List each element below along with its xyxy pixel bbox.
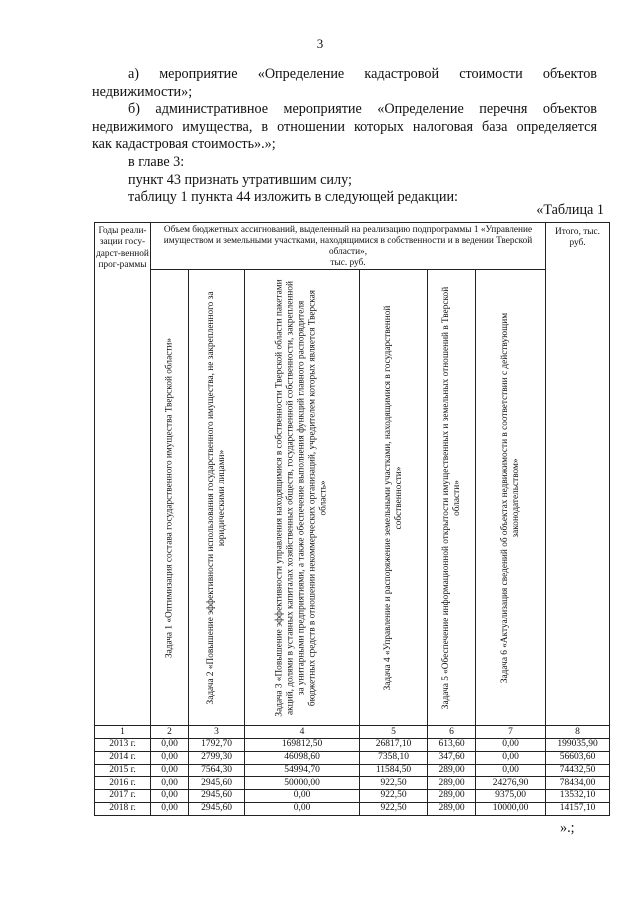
task-header [428, 270, 476, 726]
table-cell: 0,00 [151, 802, 189, 815]
table-cell: 0,00 [476, 764, 546, 777]
paragraph: б) административное мероприятие «Определение перечня объектов [128, 101, 597, 118]
table-cell: 2018 г. [95, 802, 151, 815]
table-cell: 7564,30 [189, 764, 245, 777]
task-header [151, 270, 189, 726]
table-cell: 1792,70 [189, 739, 245, 752]
table-cell: 24276,90 [476, 777, 546, 790]
table-cell: 2015 г. [95, 764, 151, 777]
column-number: 6 [428, 726, 476, 739]
table-cell: 46098,60 [245, 751, 360, 764]
column-number-row [95, 726, 610, 739]
table-cell: 13532,10 [546, 790, 610, 803]
paragraph: недвижимости»; [92, 83, 193, 100]
table-cell: 74432,50 [546, 764, 610, 777]
task-header [245, 270, 360, 726]
column-number: 2 [151, 726, 189, 739]
table-cell: 289,00 [428, 790, 476, 803]
table-cell: 289,00 [428, 777, 476, 790]
table-cell: 0,00 [476, 739, 546, 752]
column-number: 8 [546, 726, 610, 739]
table-cell: 2017 г. [95, 790, 151, 803]
header-years: Годы реали-зации госу-дарст-венной прог-раммы [95, 223, 151, 726]
task-header [476, 270, 546, 726]
table-cell: 169812,50 [245, 739, 360, 752]
task-header-text: Задача 2 «Повышение эффективности использования государственного имущества, не закрепленного за юридическими лицами» [205, 291, 227, 704]
paragraph: таблицу 1 пункта 44 изложить в следующей редакции: [128, 189, 458, 206]
task-header-text: Задача 3 «Повышение эффективности управления находящимися в собственности Тверской области пакетами акций, долями в уставных капиталах хозяйственных обществ, государственной собственности, закрепленной за унитарными предприятиями, а также обеспечение выполнения функций главного распорядителя бюджетных средств в отношении некоммерческих организаций, учредителем которых является Тверская область» [274, 278, 329, 717]
column-number: 1 [95, 726, 151, 739]
paragraph: а) мероприятие «Определение кадастровой стоимости объектов [128, 66, 597, 82]
column-number: 7 [476, 726, 546, 739]
table-cell: 613,60 [428, 739, 476, 752]
paragraph: в главе 3: [128, 153, 185, 170]
body-text [92, 66, 597, 207]
table-caption: «Таблица 1 [536, 202, 604, 218]
table-cell: 0,00 [476, 751, 546, 764]
table-cell: 2945,60 [189, 802, 245, 815]
column-number: 4 [245, 726, 360, 739]
table-cell: 2945,60 [189, 790, 245, 803]
table-cell: 78434,00 [546, 777, 610, 790]
column-number: 5 [360, 726, 428, 739]
table-cell: 0,00 [151, 751, 189, 764]
table-cell: 0,00 [151, 739, 189, 752]
header-total: Итого, тыс. руб. [546, 223, 610, 726]
table-cell: 922,50 [360, 802, 428, 815]
table-row [95, 802, 610, 815]
table-cell: 289,00 [428, 802, 476, 815]
column-number: 3 [189, 726, 245, 739]
task-header-text: Задача 5 «Обеспечение информационной открытости имущественных и земельных отношений в Тверской области» [440, 286, 462, 709]
table-cell: 199035,90 [546, 739, 610, 752]
header-unit: тыс. руб. [330, 258, 366, 268]
table-cell: 0,00 [245, 802, 360, 815]
task-header [189, 270, 245, 726]
header-objective [151, 223, 546, 270]
table-cell: 347,60 [428, 751, 476, 764]
table-cell: 14157,10 [546, 802, 610, 815]
task-header-text: Задача 4 «Управление и распоряжение земельными участками, находящимися в государственной собственности» [382, 305, 404, 690]
table-cell: 289,00 [428, 764, 476, 777]
page-number: 3 [316, 36, 324, 51]
table-row [95, 777, 610, 790]
budget-table [94, 222, 610, 816]
task-header [360, 270, 428, 726]
table-cell: 26817,10 [360, 739, 428, 752]
table-cell: 2945,60 [189, 777, 245, 790]
closing-mark: ».; [560, 820, 575, 836]
table-cell: 2799,30 [189, 751, 245, 764]
paragraph: пункт 43 признать утратившим силу; [128, 171, 352, 188]
table-cell: 50000,00 [245, 777, 360, 790]
table-row [95, 751, 610, 764]
table-cell: 54994,70 [245, 764, 360, 777]
paragraph: как кадастровая стоимость».»; [92, 136, 276, 153]
table-row [95, 739, 610, 752]
table-cell: 0,00 [151, 790, 189, 803]
table-cell: 2016 г. [95, 777, 151, 790]
table-cell: 922,50 [360, 777, 428, 790]
table-cell: 2014 г. [95, 751, 151, 764]
table-cell: 9375,00 [476, 790, 546, 803]
task-header-text: Задача 1 «Оптимизация состава государственного имущества Тверской области» [164, 337, 174, 658]
task-header-text: Задача 6 «Актуализация сведений об объектах недвижимости в соответствии с действующим законодательством» [499, 312, 521, 683]
table-cell: 56603,60 [546, 751, 610, 764]
table-cell: 2013 г. [95, 739, 151, 752]
table-row [95, 764, 610, 777]
table-cell: 0,00 [245, 790, 360, 803]
table-cell: 0,00 [151, 777, 189, 790]
table-row [95, 790, 610, 803]
table-cell: 11584,50 [360, 764, 428, 777]
table-cell: 0,00 [151, 764, 189, 777]
table-cell: 922,50 [360, 790, 428, 803]
paragraph: недвижимого имущества, в отношении которых налоговая база определяется [92, 118, 597, 135]
table-cell: 7358,10 [360, 751, 428, 764]
table-cell: 10000,00 [476, 802, 546, 815]
header-objective-text: Объем бюджетных ассигнований, выделенный на реализацию подпрограммы 1 «Управление имуществом и земельными участками, находящимися в собственности и в ведении Тверской области», [163, 225, 533, 257]
